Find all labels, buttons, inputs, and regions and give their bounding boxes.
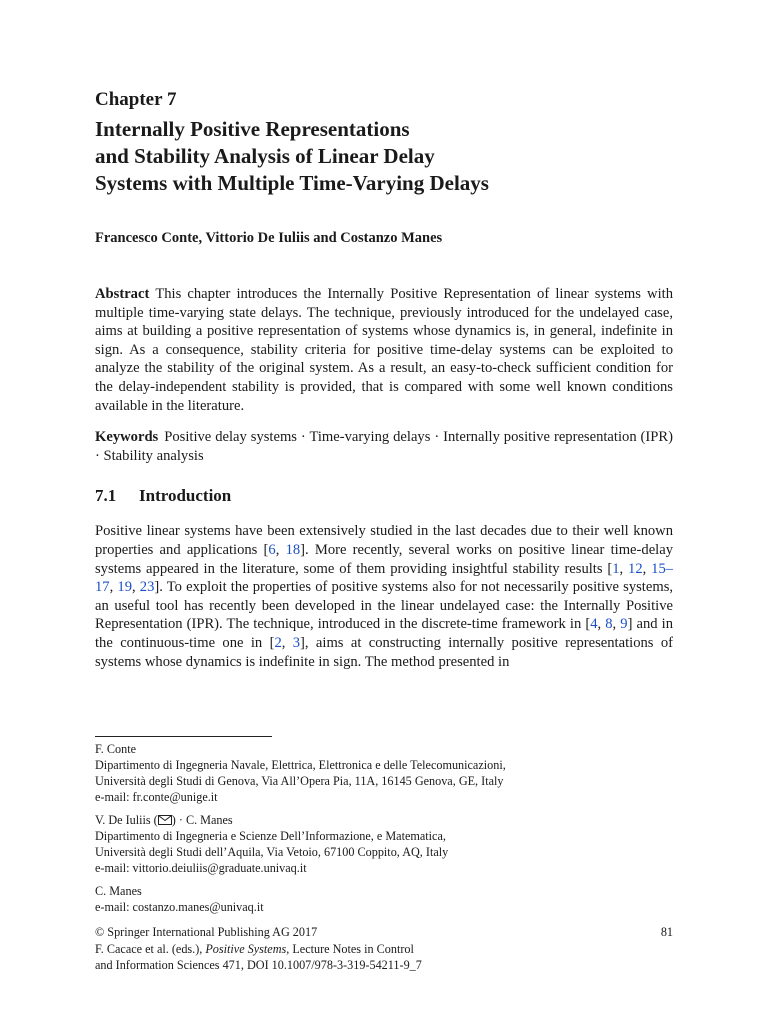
intro-text: Positive linear systems have been extensively studied in the last decades due to their well known properties and applications [ <box>95 523 673 558</box>
affiliation-university: Università degli Studi di Genova, Via All’Opera Pia, 11A, 16145 Genova, GE, Italy <box>95 774 504 788</box>
affiliation-name <box>95 812 695 828</box>
publication-imprint <box>95 924 673 974</box>
affiliation-name: C. Manes <box>95 884 142 898</box>
citation-link[interactable]: 23 <box>139 579 155 596</box>
intro-text: , <box>619 560 629 577</box>
keywords-heading: Keywords <box>95 429 159 446</box>
intro-text: , <box>612 616 621 633</box>
affiliation-university: Università degli Studi dell’Aquila, Via Vetoio, 67100 Coppito, AQ, Italy <box>95 845 449 859</box>
intro-text: , <box>642 560 652 577</box>
page-body <box>95 88 673 671</box>
keywords-text: Positive delay systems · Time-varying delays · Internally positive representation (IPR) · Stability analysis <box>95 429 673 464</box>
section-number: 7.1 <box>95 486 117 506</box>
citation-link[interactable]: 2 <box>274 634 282 651</box>
affiliation-name: F. Conte <box>95 742 137 756</box>
affiliation-email[interactable]: e-mail: fr.conte@unige.it <box>95 790 218 804</box>
citation-link[interactable]: 12 <box>628 560 643 577</box>
affiliation-department: Dipartimento di Ingegneria Navale, Elettrica, Elettronica e delle Telecomunicazioni, <box>95 758 506 772</box>
chapter-title-line: and Stability Analysis of Linear Delay <box>95 144 435 168</box>
book-series: , Lecture Notes in Control <box>286 941 414 956</box>
book-title: Positive Systems <box>205 941 287 956</box>
citation-link[interactable]: 8 <box>605 616 613 633</box>
chapter-title-line: Systems with Multiple Time-Varying Delays <box>95 171 489 195</box>
abstract <box>95 285 673 415</box>
envelope-icon[interactable] <box>158 813 172 827</box>
affiliation-deiuliis <box>95 812 695 876</box>
intro-text: ], aims at constructing internally positive representations of systems whose dynamics is indefinite in sign. The method presented in <box>95 634 673 670</box>
intro-text: , <box>281 634 293 651</box>
citation-link[interactable]: 4 <box>590 616 598 633</box>
affiliation-manes <box>95 883 695 915</box>
affiliation-name-text: V. De Iuliis ( <box>95 813 158 827</box>
book-citation <box>95 941 673 958</box>
copyright-notice: © Springer International Publishing AG 2017 <box>95 925 318 939</box>
abstract-heading: Abstract <box>95 286 150 302</box>
abstract-text: This chapter introduces the Internally Positive Representation of linear systems with multiple time-varying state delays. The technique, previously introduced for the undelayed case, aims at building a positive representation of systems whose dynamics is, in general, indefinite in sign. As a consequence, stability criteria for positive time-delay systems can be exploited to analyze the stability of the original system. As a result, an easy-to-check sufficient condition for the delay-independent stability is provided, that is compared with some well known conditions available in the literature. <box>95 286 673 414</box>
series-doi: and Information Sciences 471, DOI 10.1007/978-3-319-54211-9_7 <box>95 958 422 972</box>
book-editors: F. Cacace et al. (eds.), <box>95 941 206 956</box>
affiliation-department: Dipartimento di Ingegneria e Scienze Dell’Informazione, e Matematica, <box>95 829 446 843</box>
citation-link[interactable]: 19 <box>117 579 132 596</box>
section-title: Introduction <box>139 486 232 506</box>
citation-link[interactable]: 9 <box>620 616 628 633</box>
intro-paragraph <box>95 522 673 671</box>
author-list: Francesco Conte, Vittorio De Iuliis and Costanzo Manes <box>95 230 443 246</box>
intro-text: , <box>109 579 118 596</box>
footnote-divider <box>95 736 272 737</box>
chapter-label: Chapter 7 <box>95 89 177 110</box>
chapter-title-line: Internally Positive Representations <box>95 117 410 141</box>
keywords <box>95 428 673 465</box>
affiliation-email[interactable]: e-mail: costanzo.manes@univaq.it <box>95 900 264 914</box>
chapter-title <box>95 116 673 197</box>
citation-link[interactable]: 15–17 <box>95 560 674 596</box>
intro-text: ] and in the continuous-time one in [ <box>95 616 674 651</box>
citation-link[interactable]: 6 <box>268 541 276 558</box>
intro-text: , <box>597 616 606 633</box>
citation-link[interactable]: 18 <box>285 541 301 558</box>
section-heading <box>95 485 673 507</box>
intro-text: , <box>131 579 140 596</box>
affiliation-conte <box>95 741 695 805</box>
intro-text: , <box>275 541 286 558</box>
intro-text: ]. To exploit the properties of positive systems also for not necessarily positive systems, an useful tool has recently been developed in the linear undelayed case: the Internally Positive Representation (IPR). The technique, introduced in the discrete-time framework in [ <box>95 579 674 633</box>
intro-text: ]. More recently, several works on positive linear time-delay systems appeared in the literature, some of them providing insightful stability results [ <box>95 541 673 577</box>
affiliation-name-text: ) · C. Manes <box>171 813 233 827</box>
citation-link[interactable]: 3 <box>292 634 301 651</box>
page-number: 81 <box>660 925 673 939</box>
citation-link[interactable]: 1 <box>612 560 620 577</box>
affiliation-email[interactable]: e-mail: vittorio.deiuliis@graduate.univaq.it <box>95 861 307 875</box>
author-affiliations <box>95 741 695 922</box>
